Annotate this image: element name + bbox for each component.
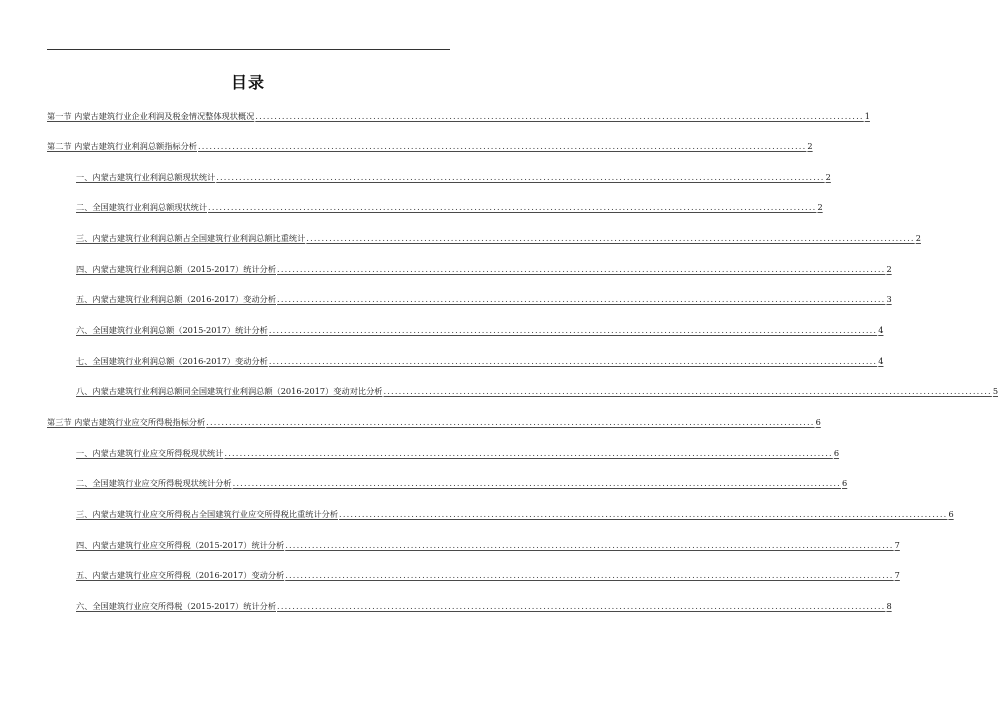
- toc-entry[interactable]: [76, 356, 884, 367]
- toc-entry[interactable]: [76, 570, 900, 581]
- toc-entry-page: 2: [915, 233, 921, 243]
- toc-entry[interactable]: [76, 448, 840, 459]
- toc-entry-label: 六、全国建筑行业利润总额（2015-2017）统计分析: [76, 325, 268, 335]
- toc-entry-label: 三、内蒙古建筑行业利润总额占全国建筑行业利润总额比重统计: [76, 233, 306, 243]
- toc-leader-dots: ................................................................................................................................................................: [268, 356, 878, 366]
- toc-leader-dots: ................................................................................................................................................................: [285, 540, 894, 550]
- toc-entry-page: 2: [886, 264, 892, 274]
- toc-entry[interactable]: [76, 386, 998, 397]
- toc-entry-page: 1: [864, 111, 870, 121]
- toc-entry-page: 8: [886, 601, 892, 611]
- toc-leader-dots: ................................................................................................................................................................: [206, 417, 815, 427]
- toc-entry-label: 五、内蒙古建筑行业应交所得税（2016-2017）变动分析: [76, 570, 285, 580]
- toc-entry-label: 二、全国建筑行业利润总额现状统计: [76, 202, 208, 212]
- toc-entry-label: 六、全国建筑行业应交所得税（2015-2017）统计分析: [76, 601, 277, 611]
- toc-entry-page: 2: [807, 141, 813, 151]
- toc-entry[interactable]: [76, 325, 884, 336]
- toc-leader-dots: ................................................................................................................................................................: [216, 172, 825, 182]
- toc-entry-label: 四、内蒙古建筑行业利润总额（2015-2017）统计分析: [76, 264, 277, 274]
- toc-entry[interactable]: [76, 172, 831, 183]
- toc-leader-dots: ................................................................................................................................................................: [197, 141, 807, 151]
- toc-entry-label: 一、内蒙古建筑行业利润总额现状统计: [76, 172, 216, 182]
- toc-entry-label: 第三节 内蒙古建筑行业应交所得税指标分析: [47, 417, 206, 427]
- toc-entry[interactable]: [47, 111, 870, 122]
- toc-leader-dots: ................................................................................................................................................................: [232, 478, 841, 488]
- toc-entry[interactable]: [76, 478, 848, 489]
- toc-entry-page: 6: [948, 509, 954, 519]
- toc-entry[interactable]: [47, 141, 813, 152]
- toc-entry-label: 三、内蒙古建筑行业应交所得税占全国建筑行业应交所得税比重统计分析: [76, 509, 339, 519]
- toc-entry[interactable]: [76, 202, 823, 213]
- toc-entry[interactable]: [76, 294, 892, 305]
- toc-entry-label: 八、内蒙古建筑行业利润总额同全国建筑行业利润总额（2016-2017）变动对比分析: [76, 386, 383, 396]
- toc-entry[interactable]: [76, 540, 900, 551]
- toc-entry-page: 4: [878, 356, 884, 366]
- toc-leader-dots: ................................................................................................................................................................: [285, 570, 894, 580]
- toc-entry-label: 四、内蒙古建筑行业应交所得税（2015-2017）统计分析: [76, 540, 285, 550]
- toc-entry-page: 2: [825, 172, 831, 182]
- toc-leader-dots: ................................................................................................................................................................: [224, 448, 833, 458]
- toc-leader-dots: ................................................................................................................................................................: [255, 111, 864, 121]
- toc-leader-dots: ................................................................................................................................................................: [268, 325, 878, 335]
- toc-leader-dots: ................................................................................................................................................................: [383, 386, 992, 396]
- toc-entry-label: 第二节 内蒙古建筑行业利润总额指标分析: [47, 141, 197, 151]
- toc-entry[interactable]: [47, 417, 821, 428]
- toc-entry-label: 第一节 内蒙古建筑行业企业利润及税金情况整体现状概况: [47, 111, 255, 121]
- toc-entry-page: 3: [886, 294, 892, 304]
- toc-entry[interactable]: [76, 509, 954, 520]
- toc-entry-page: 7: [894, 570, 900, 580]
- toc-leader-dots: ................................................................................................................................................................: [277, 601, 886, 611]
- toc-entry-label: 七、全国建筑行业利润总额（2016-2017）变动分析: [76, 356, 268, 366]
- toc-entry-page: 6: [815, 417, 821, 427]
- toc-leader-dots: ................................................................................................................................................................: [277, 294, 886, 304]
- toc-entry-label: 二、全国建筑行业应交所得税现状统计分析: [76, 478, 232, 488]
- toc-leader-dots: ................................................................................................................................................................: [306, 233, 915, 243]
- toc-entry[interactable]: [76, 601, 892, 612]
- toc-leader-dots: ................................................................................................................................................................: [277, 264, 886, 274]
- toc-title: 目录: [230, 73, 265, 92]
- toc-entry-page: 4: [878, 325, 884, 335]
- toc-entry-label: 一、内蒙古建筑行业应交所得税现状统计: [76, 448, 224, 458]
- toc-entry-page: 2: [817, 202, 823, 212]
- toc-leader-dots: ................................................................................................................................................................: [339, 509, 948, 519]
- toc-entry-page: 6: [833, 448, 840, 458]
- toc-entry[interactable]: [76, 233, 921, 244]
- toc-entry-label: 五、内蒙古建筑行业利润总额（2016-2017）变动分析: [76, 294, 277, 304]
- toc-entry[interactable]: [76, 264, 892, 275]
- toc-entry-page: 7: [894, 540, 900, 550]
- toc-leader-dots: ................................................................................................................................................................: [208, 202, 817, 212]
- toc-entry-page: 6: [842, 478, 848, 488]
- toc-entry-page: 5: [992, 386, 998, 396]
